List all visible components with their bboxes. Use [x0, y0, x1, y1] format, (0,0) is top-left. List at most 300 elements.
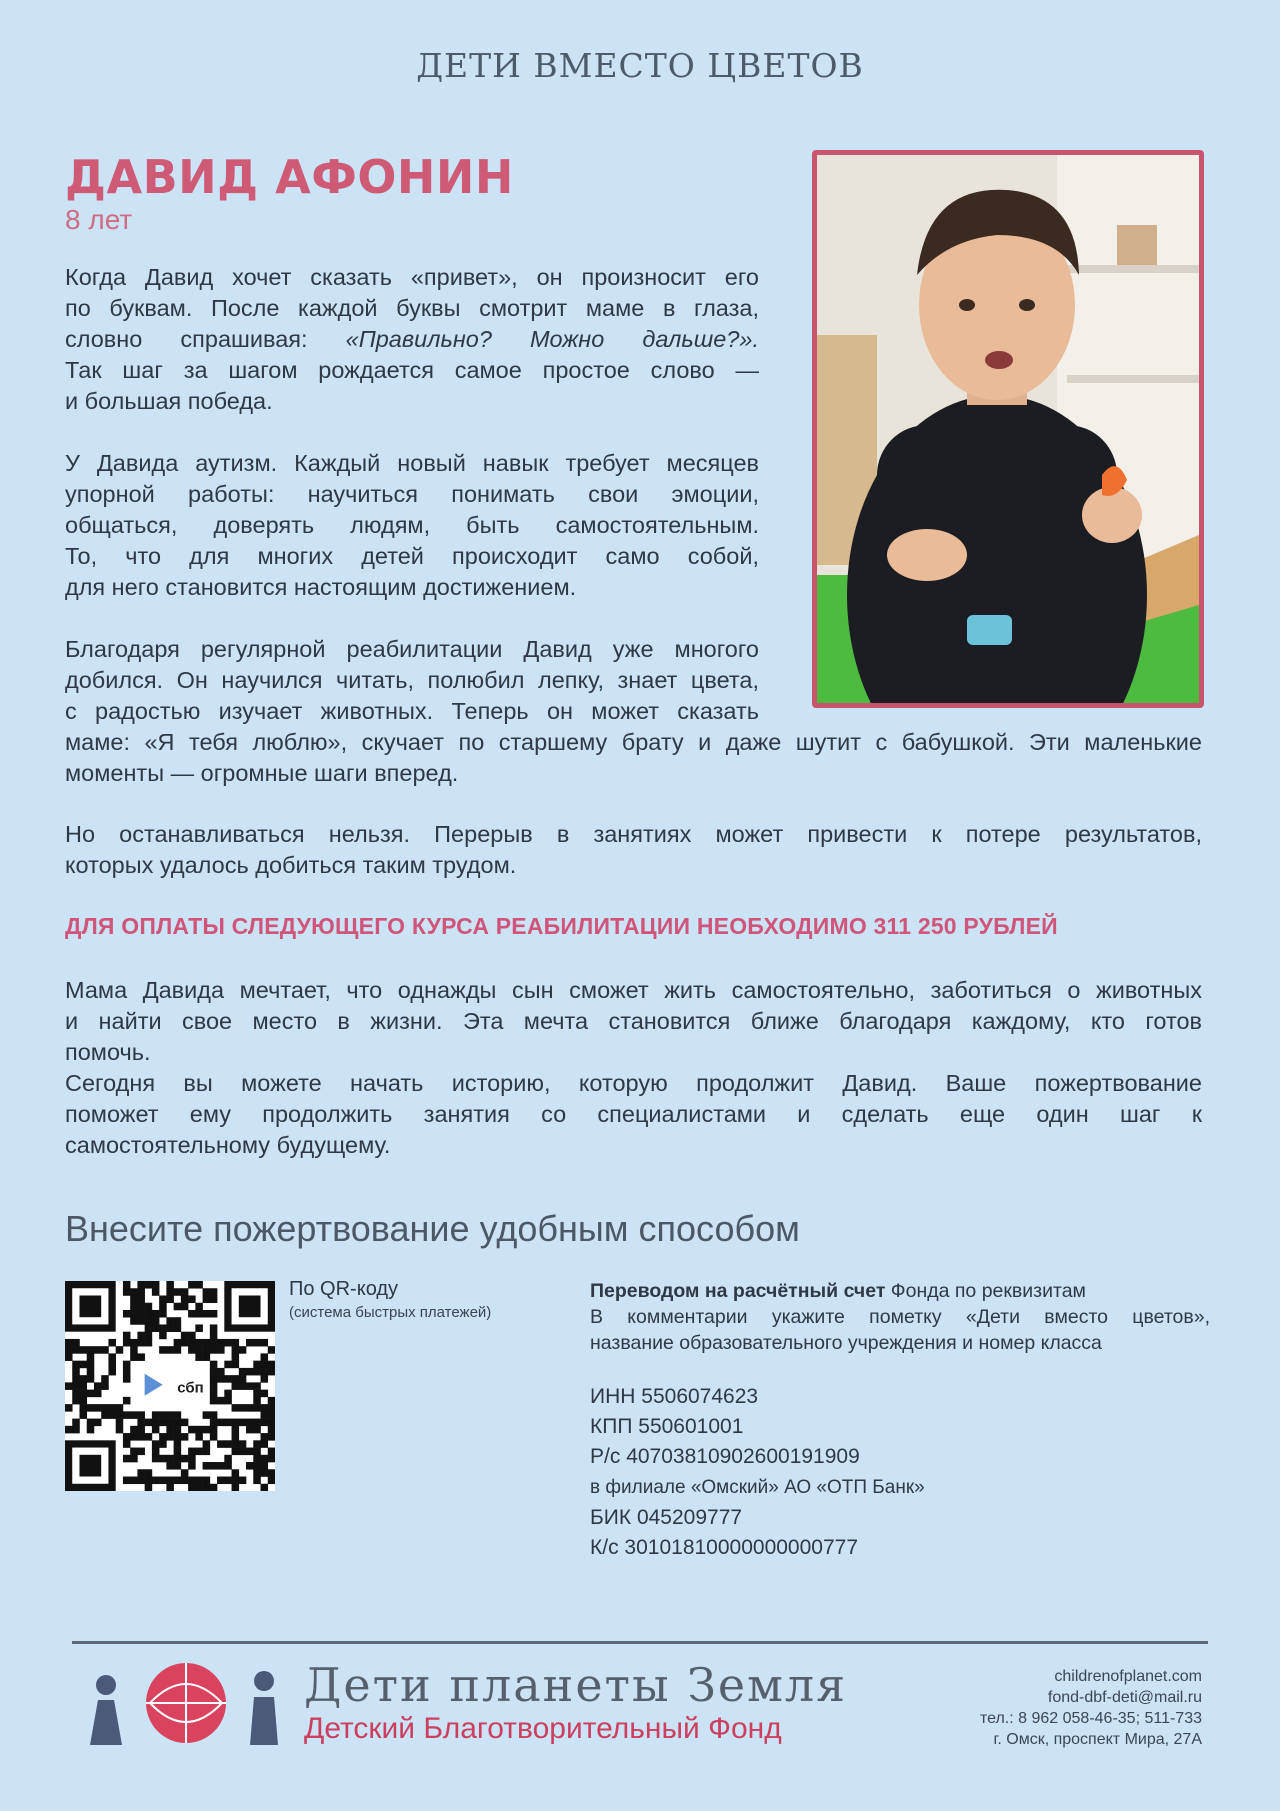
qr-module	[246, 1462, 254, 1470]
qr-module	[130, 1346, 138, 1354]
qr-module	[203, 1288, 211, 1296]
qr-module	[123, 1375, 131, 1383]
qr-sublabel: (система быстрых платежей)	[289, 1304, 492, 1321]
qr-module	[210, 1339, 218, 1347]
qr-module	[130, 1411, 138, 1419]
qr-module	[108, 1411, 116, 1419]
qr-module	[210, 1332, 218, 1340]
qr-module	[137, 1317, 145, 1325]
qr-module	[166, 1346, 174, 1354]
qr-module	[101, 1411, 109, 1419]
qr-module	[79, 1404, 87, 1412]
qr-module	[152, 1317, 160, 1325]
qr-module	[253, 1448, 261, 1456]
website-link[interactable]: childrenofplanet.com	[1054, 1668, 1202, 1685]
qr-module	[210, 1462, 218, 1470]
qr-module	[101, 1375, 109, 1383]
qr-module	[203, 1484, 211, 1491]
qr-module	[232, 1404, 240, 1412]
qr-module	[152, 1281, 160, 1289]
qr-module	[203, 1346, 211, 1354]
qr-module	[159, 1332, 167, 1340]
qr-module	[181, 1295, 189, 1303]
qr-module	[166, 1419, 174, 1427]
qr-module	[174, 1426, 182, 1434]
campaign-title: ДЕТИ ВМЕСТО ЦВЕТОВ	[416, 46, 864, 85]
qr-module	[152, 1426, 160, 1434]
qr-module	[181, 1288, 189, 1296]
qr-module	[130, 1288, 138, 1296]
qr-module	[188, 1477, 196, 1485]
qr-module	[130, 1353, 138, 1361]
qr-module	[166, 1281, 174, 1289]
text-line: упорной работы: научиться понимать свои эмоции,	[65, 481, 759, 507]
qr-module	[188, 1295, 196, 1303]
qr-module	[152, 1310, 160, 1318]
qr-module	[195, 1339, 203, 1347]
qr-module	[108, 1368, 116, 1376]
qr-module	[130, 1317, 138, 1325]
qr-module	[261, 1433, 269, 1441]
qr-module	[181, 1339, 189, 1347]
qr-module	[123, 1397, 131, 1405]
qr-module	[210, 1411, 218, 1419]
bik-row	[590, 1506, 742, 1530]
qr-module	[246, 1426, 254, 1434]
qr-module	[174, 1288, 182, 1296]
qr-module	[210, 1375, 218, 1383]
qr-module	[72, 1382, 80, 1390]
qr-module	[152, 1411, 160, 1419]
qr-module	[159, 1303, 167, 1311]
qr-module	[159, 1433, 167, 1441]
qr-module	[87, 1361, 95, 1369]
qr-module	[253, 1477, 261, 1485]
text-line: с радостью изучает животных. Теперь он может сказать	[65, 698, 759, 724]
qr-module	[195, 1324, 203, 1332]
qr-module	[261, 1361, 269, 1369]
qr-module	[79, 1361, 87, 1369]
qr-module	[145, 1281, 153, 1289]
qr-module	[203, 1426, 211, 1434]
qr-module	[217, 1419, 225, 1427]
bank-heading-bold: Переводом на расчётный счет	[590, 1280, 886, 1302]
text-line: Благодаря регулярной реабилитации Давид уже многого	[65, 636, 759, 662]
qr-module	[203, 1462, 211, 1470]
qr-module	[166, 1317, 174, 1325]
qr-module	[224, 1361, 232, 1369]
qr-module	[152, 1288, 160, 1296]
req-key: БИК	[590, 1506, 632, 1529]
qr-module	[239, 1346, 247, 1354]
qr-module	[87, 1346, 95, 1354]
qr-module	[253, 1419, 261, 1427]
req-value: 30101810000000000777	[624, 1536, 859, 1559]
qr-module	[195, 1426, 203, 1434]
qr-module	[253, 1361, 261, 1369]
qr-module	[166, 1477, 174, 1485]
qr-module	[253, 1440, 261, 1448]
req-key: К/с	[590, 1536, 619, 1559]
account-row	[590, 1445, 860, 1469]
qr-module	[253, 1469, 261, 1477]
qr-module	[79, 1397, 87, 1405]
qr-module	[217, 1375, 225, 1383]
qr-module	[203, 1295, 211, 1303]
story-paragraph-1	[65, 262, 759, 417]
qr-module	[210, 1295, 218, 1303]
qr-module	[203, 1477, 211, 1485]
qr-code[interactable]	[65, 1281, 275, 1491]
qr-module	[137, 1288, 145, 1296]
corr-account-row	[590, 1536, 858, 1560]
qr-label: По QR-коду	[289, 1278, 399, 1300]
text-segment: словно спрашивая:	[65, 326, 346, 352]
qr-module	[232, 1469, 240, 1477]
qr-module	[116, 1346, 124, 1354]
qr-module	[159, 1440, 167, 1448]
qr-module	[65, 1382, 73, 1390]
qr-module	[224, 1455, 232, 1463]
qr-module	[79, 1382, 87, 1390]
qr-module	[123, 1361, 131, 1369]
qr-module	[65, 1404, 73, 1412]
qr-module	[210, 1368, 218, 1376]
qr-module	[246, 1382, 254, 1390]
contacts	[980, 1666, 1202, 1750]
qr-module	[137, 1419, 145, 1427]
qr-module	[268, 1433, 275, 1441]
qr-module	[217, 1368, 225, 1376]
qr-module	[181, 1332, 189, 1340]
email-link[interactable]: fond-dbf-deti@mail.ru	[1047, 1689, 1202, 1706]
foundation-logo	[78, 1655, 293, 1750]
qr-module	[224, 1390, 232, 1398]
qr-module	[137, 1477, 145, 1485]
qr-module	[210, 1361, 218, 1369]
qr-module	[101, 1382, 109, 1390]
child-age: 8 лет	[65, 204, 133, 235]
qr-module	[261, 1353, 269, 1361]
qr-module	[159, 1477, 167, 1485]
qr-module	[232, 1477, 240, 1485]
bank-transfer-info	[590, 1278, 1210, 1356]
text-line: и найти свое место в жизни. Эта мечта становится ближе благодаря каждому, кто готов	[65, 1008, 1202, 1034]
qr-module	[203, 1440, 211, 1448]
qr-module	[79, 1390, 87, 1398]
qr-module	[253, 1382, 261, 1390]
child-photo	[812, 150, 1204, 708]
bank-heading	[590, 1278, 1210, 1304]
qr-module	[159, 1411, 167, 1419]
qr-module	[253, 1462, 261, 1470]
qr-module	[87, 1368, 95, 1376]
qr-module	[261, 1411, 269, 1419]
qr-module	[137, 1353, 145, 1361]
child-name: ДАВИД АФОНИН	[65, 150, 514, 204]
qr-module	[137, 1426, 145, 1434]
qr-module	[195, 1477, 203, 1485]
qr-module	[174, 1477, 182, 1485]
qr-module	[101, 1404, 109, 1412]
qr-module	[166, 1433, 174, 1441]
qr-module	[145, 1484, 153, 1491]
qr-module	[166, 1484, 174, 1491]
qr-module	[137, 1310, 145, 1318]
qr-module	[174, 1317, 182, 1325]
qr-module	[145, 1477, 153, 1485]
qr-module	[232, 1448, 240, 1456]
qr-module	[210, 1390, 218, 1398]
qr-module	[79, 1411, 87, 1419]
donate-heading: Внесите пожертвование удобным способом	[65, 1208, 800, 1249]
qr-module	[145, 1317, 153, 1325]
text-line: самостоятельному будущему.	[65, 1132, 391, 1158]
qr-module	[123, 1368, 131, 1376]
qr-module	[65, 1346, 73, 1354]
qr-module	[137, 1339, 145, 1347]
qr-module	[217, 1339, 225, 1347]
qr-module	[152, 1440, 160, 1448]
qr-module	[224, 1462, 232, 1470]
qr-module	[137, 1411, 145, 1419]
qr-module	[145, 1332, 153, 1340]
text-line: по буквам. После каждой буквы смотрит маме в глаза,	[65, 295, 759, 321]
qr-module	[195, 1448, 203, 1456]
qr-module	[232, 1375, 240, 1383]
qr-module	[123, 1455, 131, 1463]
qr-module	[174, 1303, 182, 1311]
inn-row	[590, 1385, 758, 1409]
story-paragraph-3	[65, 634, 1202, 789]
qr-module	[145, 1419, 153, 1427]
qr-module	[79, 1346, 87, 1354]
qr-module	[145, 1339, 153, 1347]
qr-module	[159, 1419, 167, 1427]
story-paragraph-2	[65, 448, 759, 603]
qr-module	[166, 1295, 174, 1303]
footer-divider	[72, 1641, 1208, 1644]
qr-module	[232, 1382, 240, 1390]
qr-module	[195, 1346, 203, 1354]
qr-module	[239, 1419, 247, 1427]
qr-module	[94, 1404, 102, 1412]
qr-module	[246, 1448, 254, 1456]
qr-module	[246, 1368, 254, 1376]
qr-module	[239, 1404, 247, 1412]
qr-module	[188, 1281, 196, 1289]
qr-module	[195, 1281, 203, 1289]
text-line: и большая победа.	[65, 388, 273, 414]
qr-module	[261, 1455, 269, 1463]
foundation-name: Дети планеты Земля	[304, 1658, 848, 1712]
qr-module	[174, 1440, 182, 1448]
qr-module	[87, 1426, 95, 1434]
qr-module	[246, 1339, 254, 1347]
kpp-row	[590, 1415, 743, 1439]
req-value: 40703810902600191909	[626, 1445, 860, 1468]
text-line: для него становится настоящим достижением.	[65, 574, 577, 600]
bank-branch: в филиале «Омский» АО «ОТП Банк»	[590, 1477, 925, 1498]
qr-module	[210, 1310, 218, 1318]
qr-module	[87, 1404, 95, 1412]
qr-module	[116, 1411, 124, 1419]
qr-module	[261, 1469, 269, 1477]
qr-module	[188, 1484, 196, 1491]
qr-module	[195, 1303, 203, 1311]
bank-note-line: В комментарии укажите пометку «Дети вместо цветов»,	[590, 1306, 1210, 1328]
qr-module	[239, 1448, 247, 1456]
qr-module	[123, 1281, 131, 1289]
text-line: То, что для многих детей происходит само собой,	[65, 543, 759, 569]
qr-module	[145, 1310, 153, 1318]
qr-module	[152, 1455, 160, 1463]
qr-module	[94, 1419, 102, 1427]
text-line: Так шаг за шагом рождается самое простое слово —	[65, 357, 759, 383]
qr-module	[217, 1397, 225, 1405]
foundation-subtitle: Детский Благотворительный Фонд	[304, 1712, 782, 1745]
req-key: КПП	[590, 1415, 633, 1438]
qr-module	[108, 1404, 116, 1412]
qr-module	[123, 1433, 131, 1441]
qr-module	[123, 1310, 131, 1318]
qr-module	[246, 1419, 254, 1427]
qr-module	[253, 1339, 261, 1347]
qr-module	[123, 1477, 131, 1485]
qr-module	[130, 1433, 138, 1441]
qr-module	[224, 1397, 232, 1405]
text-line: маме: «Я тебя люблю», скучает по старшему брату и даже шутит с бабушкой. Эти маленькие	[65, 729, 1202, 755]
qr-module	[181, 1303, 189, 1311]
qr-module	[108, 1353, 116, 1361]
qr-module	[188, 1332, 196, 1340]
qr-module	[232, 1426, 240, 1434]
qr-module	[123, 1440, 131, 1448]
qr-module	[65, 1339, 73, 1347]
qr-module	[203, 1448, 211, 1456]
qr-module	[268, 1361, 275, 1369]
qr-module	[217, 1477, 225, 1485]
qr-module	[94, 1346, 102, 1354]
qr-module	[268, 1346, 275, 1354]
qr-module	[137, 1448, 145, 1456]
qr-module	[232, 1484, 240, 1491]
qr-module	[210, 1397, 218, 1405]
qr-module	[159, 1455, 167, 1463]
text-line: моменты — огромные шаги вперед.	[65, 760, 459, 786]
qr-module	[174, 1455, 182, 1463]
text-line: поможет ему продолжить занятия со специалистами и сделать еще один шаг к	[65, 1101, 1202, 1127]
qr-module	[94, 1390, 102, 1398]
qr-module	[145, 1303, 153, 1311]
qr-module	[239, 1477, 247, 1485]
qr-module	[174, 1346, 182, 1354]
qr-module	[268, 1477, 275, 1485]
qr-module	[181, 1419, 189, 1427]
qr-module	[195, 1310, 203, 1318]
qr-module	[188, 1346, 196, 1354]
qr-module	[79, 1375, 87, 1383]
qr-module	[261, 1440, 269, 1448]
qr-module	[210, 1346, 218, 1354]
qr-module	[203, 1411, 211, 1419]
qr-module	[166, 1455, 174, 1463]
address: г. Омск, проспект Мира, 27А	[993, 1731, 1202, 1748]
qr-module	[152, 1477, 160, 1485]
qr-module	[72, 1368, 80, 1376]
qr-module	[239, 1368, 247, 1376]
qr-module	[72, 1397, 80, 1405]
qr-module	[261, 1404, 269, 1412]
qr-module	[195, 1433, 203, 1441]
qr-module	[210, 1288, 218, 1296]
qr-module	[123, 1288, 131, 1296]
qr-module	[268, 1455, 275, 1463]
phone: тел.: 8 962 058-46-35; 511-733	[979, 1710, 1202, 1727]
qr-module	[261, 1375, 269, 1383]
qr-module	[268, 1448, 275, 1456]
qr-module	[210, 1382, 218, 1390]
qr-module	[268, 1411, 275, 1419]
req-value: 550601001	[638, 1415, 744, 1438]
qr-module	[210, 1484, 218, 1491]
text-line: Мама Давида мечтает, что однажды сын сможет жить самостоятельно, заботиться о животных	[65, 977, 1202, 1003]
qr-module	[268, 1419, 275, 1427]
req-value: 5506074623	[641, 1385, 759, 1408]
qr-module	[137, 1281, 145, 1289]
qr-module	[253, 1404, 261, 1412]
qr-module	[94, 1382, 102, 1390]
qr-module	[174, 1448, 182, 1456]
qr-module	[232, 1440, 240, 1448]
qr-module	[224, 1339, 232, 1347]
qr-module	[181, 1433, 189, 1441]
qr-module	[268, 1426, 275, 1434]
qr-module	[123, 1332, 131, 1340]
story-paragraph-5	[65, 975, 1202, 1161]
qr-module	[224, 1477, 232, 1485]
req-key: Р/с	[590, 1445, 621, 1468]
qr-module	[232, 1419, 240, 1427]
qr-module	[116, 1419, 124, 1427]
qr-module	[188, 1462, 196, 1470]
qr-module	[159, 1346, 167, 1354]
qr-module	[232, 1353, 240, 1361]
qr-module	[130, 1310, 138, 1318]
qr-module	[261, 1368, 269, 1376]
qr-module	[166, 1462, 174, 1470]
text-line: Сегодня вы можете начать историю, которую продолжит Давид. Ваше пожертвование	[65, 1070, 1202, 1096]
text-line: которых удалось добиться таким трудом.	[65, 852, 517, 878]
qr-module	[181, 1469, 189, 1477]
qr-module	[72, 1426, 80, 1434]
qr-module	[87, 1375, 95, 1383]
qr-module	[87, 1419, 95, 1427]
qr-module	[145, 1433, 153, 1441]
sbp-label: сбп	[177, 1379, 204, 1397]
qr-module	[108, 1361, 116, 1369]
qr-module	[261, 1462, 269, 1470]
qr-module	[72, 1390, 80, 1398]
qr-module	[123, 1339, 131, 1347]
qr-module	[174, 1324, 182, 1332]
qr-module	[253, 1368, 261, 1376]
qr-module	[137, 1469, 145, 1477]
qr-module	[195, 1353, 203, 1361]
qr-module	[130, 1477, 138, 1485]
qr-module	[253, 1390, 261, 1398]
qr-module	[261, 1419, 269, 1427]
